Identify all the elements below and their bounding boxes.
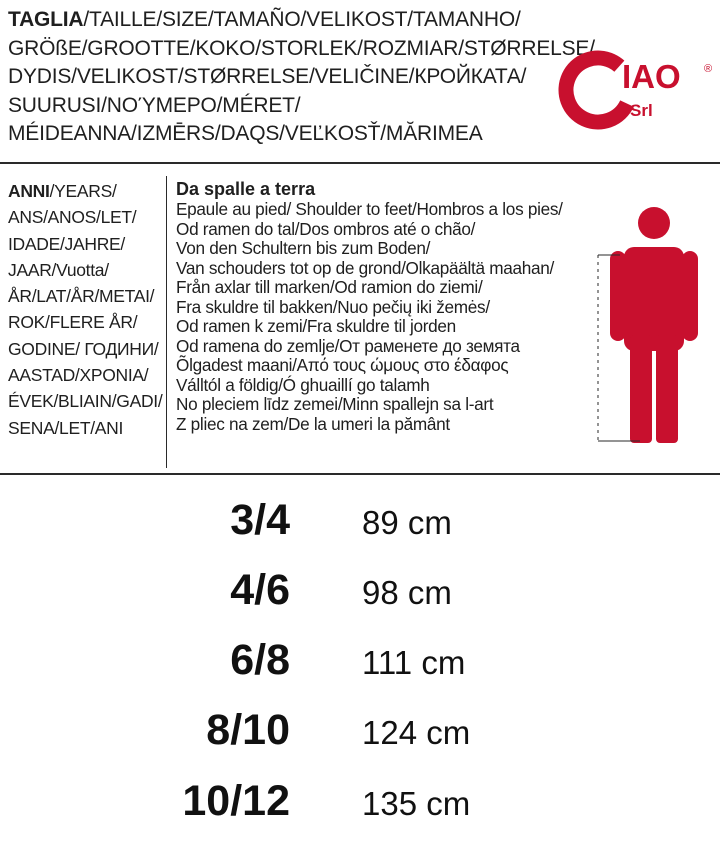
measurement-line: Van schouders tot op de grond/Olkapäältä maahan/	[176, 257, 554, 278]
size-row	[0, 630, 720, 700]
years-line: JAAR/Vuotta/	[8, 259, 109, 280]
header-line: GRÖßE/GROOTTE/KOKO/STORLEK/ROZMIAR/STØRRELSE/	[8, 36, 595, 60]
header-line: SUURUSI/ΝΟΎΜΕΡΟ/MÉRET/	[8, 93, 301, 117]
size-row	[0, 700, 720, 770]
size-label: 6/8	[230, 636, 290, 684]
measurement-line: Epaule au pied/ Shoulder to feet/Hombros a los pies/	[176, 199, 563, 219]
logo-text: IAO	[622, 58, 681, 95]
years-line: ÉVEK/BLIAIN/GADI/	[8, 391, 163, 412]
years-line	[8, 178, 166, 204]
size-row	[0, 560, 720, 630]
ciao-logo	[556, 40, 716, 140]
years-column	[8, 178, 166, 441]
size-label: 3/4	[230, 496, 290, 544]
years-line: SENA/LET/ANI	[8, 417, 124, 438]
divider-top	[0, 162, 720, 164]
measurement-line: Von den Schultern bis zum Boden/	[176, 238, 431, 258]
size-label: 4/6	[230, 566, 290, 614]
measurement-line: Válltól a földig/Ó ghuaillí go talamh	[176, 374, 430, 395]
column-divider	[166, 176, 167, 468]
years-line: GODINE/ ГОДИНИ/	[8, 338, 159, 359]
human-figure-icon	[590, 205, 700, 450]
measurement-line: Från axlar till marken/Od ramion do ziemi/	[176, 277, 483, 297]
header-line: MÉIDEANNA/IZMĒRS/DAQS/VEĽKOSŤ/MĂRIMEA	[8, 122, 483, 145]
size-row	[0, 490, 720, 560]
years-line: IDADE/JAHRE/	[8, 233, 125, 254]
length-value: 124 cm	[362, 714, 471, 751]
years-line: ANS/ANOS/LET/	[8, 207, 137, 228]
length-value: 98 cm	[362, 574, 452, 611]
size-label: 8/10	[206, 706, 290, 754]
header-line	[8, 6, 548, 35]
header-title: TAGLIA	[8, 8, 84, 31]
measurement-line: No pleciem līdz zemei/Minn spallejn sa l-art	[176, 394, 494, 414]
measurement-description	[176, 178, 596, 434]
size-header	[8, 6, 595, 149]
measurement-line: Z pliec na zem/De la umeri la pământ	[176, 413, 450, 434]
measurement-line: Od ramen k zemi/Fra skuldre til jorden	[176, 316, 456, 336]
length-value: 111 cm	[362, 644, 466, 681]
person-silhouette-icon	[610, 207, 698, 443]
years-line: AASTAD/ΧΡΟΝΙΑ/	[8, 365, 149, 386]
measurement-line: Fra skuldre til bakken/Nuo pečių iki žemės/	[176, 296, 490, 317]
length-value: 135 cm	[362, 785, 471, 822]
size-row	[0, 771, 720, 841]
logo-registered-mark: ®	[704, 63, 713, 75]
length-value: 89 cm	[362, 504, 452, 541]
measurement-line: Õlgadest maani/Από τους ώμους στο έδαφος	[176, 355, 509, 375]
years-line-text: /YEARS/	[49, 181, 117, 201]
logo-subtext: Srl	[630, 101, 653, 120]
size-label: 10/12	[182, 777, 290, 825]
years-line: ROK/FLERE ÅR/	[8, 312, 138, 333]
header-line-text: /TAILLE/SIZE/TAMAÑO/VELIKOST/TAMANHO/	[83, 8, 521, 31]
measurement-line: Od ramena do zemlje/От раменете до земята	[176, 335, 520, 356]
measurement-line: Od ramen do tal/Dos ombros até o chão/	[176, 218, 476, 239]
header-line: DYDIS/VELIKOST/STØRRELSE/VELIČINE/КРОЙКАТА/	[8, 65, 527, 88]
divider-bottom	[0, 473, 720, 475]
years-title: ANNI	[8, 181, 50, 201]
measurement-title: Da spalle a terra	[176, 179, 316, 199]
years-line: ÅR/LAT/ÅR/METAI/	[8, 286, 155, 307]
